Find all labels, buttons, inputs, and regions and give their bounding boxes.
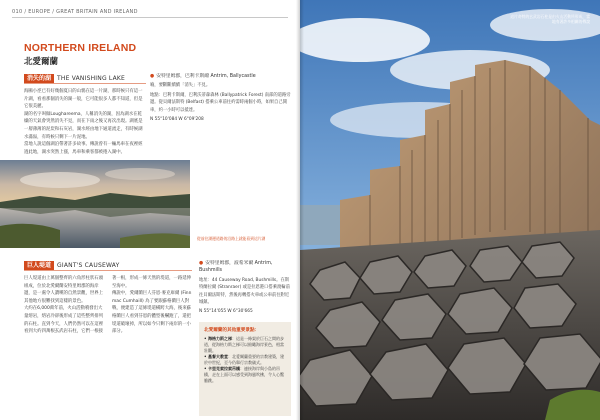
box-item: • 卡里克索拉索吊橋：連接海岸與小島的吊橋，走在上面可以感受到海風吹拂，令人心驚膽跳。: [204, 366, 284, 383]
section2-para-1: 巨人堤道由上萬個整齊的六角形柱狀石頭組成，位於北愛爾蘭安特里姆郡的海岸邊，是一處令人讚嘆的自然景觀，世界上其他地方很難找到這樣的景色。: [24, 276, 104, 304]
section1-rule: [24, 83, 146, 84]
section1-info-sub: 喻，要斷斷續續「消失」不見。: [150, 83, 211, 89]
causeway-photo-caption: 這片奇特的玄武岩石柱是由火山活動所形成，當地有著許多相關的傳說: [510, 14, 590, 24]
section2-coords: N 55°14'055 W 6°30'665: [199, 309, 253, 315]
page-title-en: NORTHERN IRELAND: [24, 42, 137, 54]
section2-heading: [24, 260, 119, 269]
section2-body: [24, 275, 194, 415]
section1-para-2: 湖的名字叫做Loughareema，人稱消失的湖，因為湖水在乾燥的天氣會突然消失不見，而在下雨之後又再次出現。湖底是一層薄薄的泥炭和石灰岩，湖水經由地下通道流走，有時候湖水滿溢，有時候只剩下一片泥地。: [24, 111, 143, 140]
section2-rule: [24, 270, 192, 271]
causeway-photo: [300, 0, 600, 420]
box-item: • 海格力斯之梯：這是一條架於巨石之間的步道，從海格力斯之梯可以俯瞰海岸景色，相當壯觀。: [204, 336, 284, 353]
box-item: • 基督大教堂：北愛爾蘭重要的宗教建築，建於中世紀，至今仍舉行宗教儀式。: [204, 354, 284, 365]
section1-info-text: 地點：巴利卡斯爾，巴利沃蒂森森林 (Ballypatrick Forest) 南部的道路旁邊。從貝爾法斯特 (Belfast) 搭乘公車前往約需時兩個小時，如果自己開車，約一小時可以抵達。: [150, 92, 291, 113]
section1-tag: 消失的湖: [24, 74, 54, 83]
section1-coords: N 55°10'084 W 6°09'208: [150, 117, 204, 123]
location-icon: ●: [199, 261, 204, 266]
section1-body: [24, 88, 144, 162]
location-icon: ●: [150, 74, 155, 79]
section2-tag: 巨人堤道: [24, 261, 54, 270]
section1-para-3: 當地人說這個湖泊帶著許多故事。傳說曾有一輛馬車在夜裡經過此地，湖水突然上漲，馬車和乘客都被捲入湖中。: [24, 142, 143, 155]
section2-title-en: GIANT'S CAUSEWAY: [57, 262, 120, 269]
book-gutter: [296, 0, 304, 420]
section1-heading: [24, 73, 125, 82]
section2-info-main: 安特里姆郡，波希米爾 Antrim, Bushmills: [199, 261, 273, 274]
lake-photo: [0, 160, 190, 248]
section2-info-text: 地址：44 Causeway Road, Bushmills。在斯特蘭拉爾 (Stranraer) 或是拉恩港口搭乘渡輪前往貝爾法斯特，然後再轉搭火車或公車前往附近城鎮。: [199, 277, 290, 306]
other-sights-box: [199, 322, 291, 416]
section2-info: [199, 260, 291, 318]
section1-info: [150, 73, 292, 157]
lake-photo-caption: 從前往湖邊道路的沿路上就能看到這片湖: [197, 236, 266, 241]
section1-title-en: THE VANISHING LAKE: [57, 75, 126, 82]
section1-info-main: 安特里姆郡，巴利卡斯爾 Antrim, Ballycastle: [156, 74, 256, 79]
section2-para-2: 大約在6,000萬年前，火山活動噴發出大量熔岩，熔岩冷卻後形成了這些整齊排列的石柱。直到今天，人們仍然可以在這裡看到大約四萬根玄武岩石柱，它們一根接著一根，形成一條天然的堤道，一路延伸至海中。: [24, 276, 192, 335]
section2-para-3: 傳說中，愛爾蘭巨人芬恩·麥克庫爾 (Finn mac Cumhaill) 為了要跟蘇格蘭巨人對戰，便建造了這條堤道橫跨大海，後來蘇格蘭巨人看到芬恩的體型後嚇跑了，還把堤道破壞掉，所以如今只剩下兩岸的一小部分。: [112, 291, 192, 335]
header-rule: [12, 17, 288, 18]
page-title-zh: 北愛爾蘭: [24, 57, 59, 67]
section1-para-1: 海鷗小徑已有好幾個夏日的山鶉在這一片湖，那時候只有這一片湖，看看那個消失的湖一般，它可能很多人都不知道，但是它很美麗。: [24, 89, 143, 110]
running-head: 010 / EUROPE / GREAT BRITAIN AND IRELAND: [12, 9, 138, 15]
box-title: 北愛爾蘭的其他重要景點：: [204, 328, 260, 333]
